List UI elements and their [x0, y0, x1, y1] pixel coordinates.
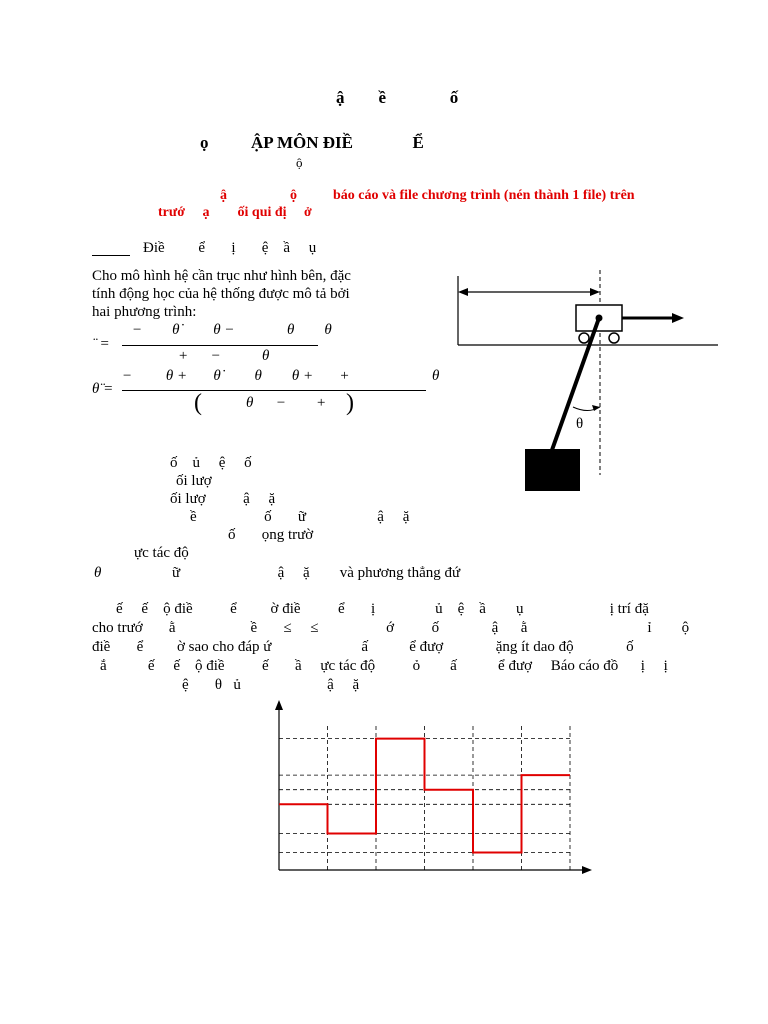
equation-1-numerator: − θ̇ θ − θ θ	[132, 322, 332, 338]
task-line-2: cho trướ ằ ề ≤ ≤ ớ ố ậ ằ ỉ ộ	[92, 620, 690, 636]
equation-1-lhs: ̈ =	[92, 336, 110, 352]
equation-2-open-paren: (	[194, 390, 202, 416]
title-line-2-sub: ộ	[296, 155, 303, 170]
position-dimension-arrow	[458, 288, 600, 296]
variable-line-7: ữ ậ ặ và phương thẳng đứ	[172, 565, 461, 581]
variable-line-3: ối lượ ậ ặ	[170, 491, 276, 507]
force-arrow	[622, 313, 684, 323]
variable-line-6: ực tác độ	[134, 545, 189, 561]
variable-line-1: ố ủ ệ ố	[170, 455, 252, 471]
section-heading: Điề ể ị ệ ầ ụ	[143, 240, 317, 256]
equation-2-close-paren: )	[346, 390, 354, 416]
signal-plot	[270, 700, 600, 880]
variable-line-4: ề ố ữ ậ ặ	[190, 509, 410, 525]
theta-label: θ	[576, 416, 584, 432]
title-line-1: ậ ề ố	[336, 88, 459, 107]
equation-2-fraction-bar	[122, 390, 426, 391]
variable-line-2: ối lượ	[176, 473, 212, 489]
task-line-4: ắ ế ế ộ điề ế ầ ực tác độ ỏ ấ ể đượ Báo cáo đồ ị ị	[100, 658, 668, 674]
equation-2-lhs: θ̈ =	[92, 381, 114, 397]
intro-line-1: Cho mô hình hệ cần trục như hình bên, đặc	[92, 268, 351, 284]
plot-axes	[275, 700, 592, 874]
equation-1-denominator: + − θ	[178, 348, 270, 364]
equation-1-fraction-bar	[122, 345, 318, 346]
equation-2-denominator: θ − +	[246, 395, 327, 411]
crane-diagram	[440, 260, 730, 500]
instruction-line-1-prefix: ậ ộ	[220, 188, 297, 203]
variable-line-7-symbol: θ	[94, 565, 102, 581]
task-line-1: ế ế ộ điề ể ờ điề ể ị ủ ệ ầ ụ ị trí đặ	[116, 601, 649, 617]
equation-2-numerator: − θ + θ̇ θ θ + + θ	[122, 368, 440, 384]
trolley	[576, 305, 622, 343]
instruction-line-1: báo cáo và file chương trình (nén thành 1 file) trên	[333, 188, 635, 203]
task-line-5: ệ θ ủ ậ ặ	[182, 677, 360, 693]
payload-mass	[525, 449, 580, 491]
intro-line-3: hai phương trình:	[92, 304, 197, 320]
variable-line-5: ố ọng trườ	[228, 527, 314, 543]
task-line-3: điề ể ờ sao cho đáp ứ ấ ể đượ ặng ít dao độ ố	[92, 639, 634, 655]
step-signal-line	[279, 739, 570, 853]
intro-line-2: tính động học của hệ thống được mô tả bởi	[92, 286, 350, 302]
heading-rule	[92, 255, 130, 256]
title-line-2: ọ ẬP MÔN ĐIỀ Ể	[200, 133, 424, 152]
instruction-line-2: trướ ạ ối qui đị ở	[158, 205, 312, 220]
